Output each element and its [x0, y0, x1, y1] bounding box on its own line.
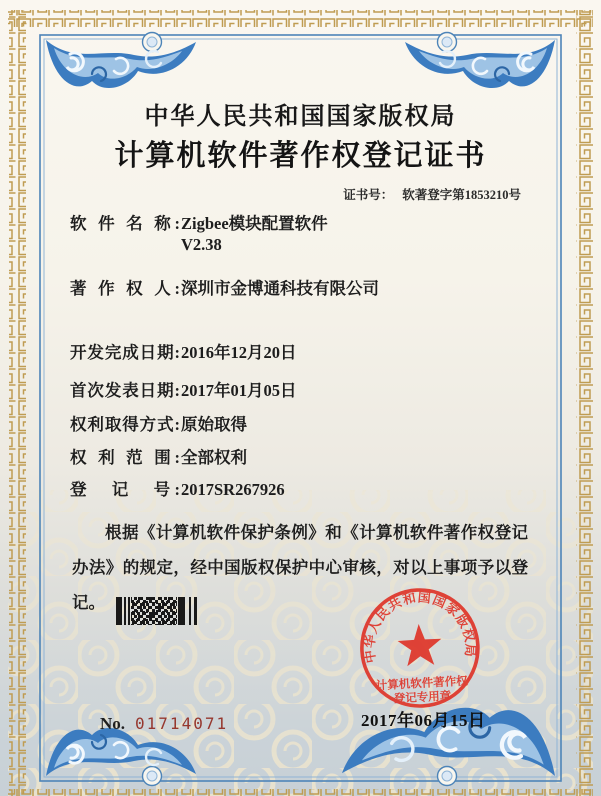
field-copyright-owner	[70, 278, 379, 299]
seal-caption-line2: 登记专用章	[393, 690, 452, 706]
field-label: 软 件 名 称:	[70, 214, 180, 233]
medallion-icon	[438, 33, 457, 52]
field-value: 2017SR267926	[181, 480, 285, 499]
field-rights-acquire-mode	[70, 414, 247, 435]
registration-statement: 根据《计算机软件保护条例》和《计算机软件著作权登记办法》的规定，经中国版权保护中心审核，对以上事项予以登记。	[72, 523, 528, 612]
medallion-icon	[143, 33, 162, 52]
red-star-icon	[397, 623, 443, 667]
certificate-title: 计算机软件著作权登记证书	[114, 140, 487, 172]
barcode	[116, 597, 200, 625]
field-value: 深圳市金博通科技有限公司	[181, 279, 379, 298]
field-value: 2017年01月05日	[181, 381, 297, 400]
field-first-publish-date	[70, 380, 297, 401]
official-seal	[352, 582, 489, 719]
seal-caption-line1: 计算机软件著作权	[375, 675, 469, 693]
field-rights-scope	[70, 447, 247, 468]
field-label: 权利取得方式:	[70, 415, 180, 434]
issuing-authority-title: 中华人民共和国国家版权局	[144, 104, 457, 130]
serial-number-line	[100, 714, 228, 734]
field-label: 首次发表日期:	[70, 381, 180, 400]
certificate-number-label: 证书号：	[343, 188, 394, 202]
certificate-number-line	[343, 185, 521, 203]
certificate-number-value: 软著登字第1853210号	[402, 188, 521, 202]
field-label: 开发完成日期:	[70, 343, 180, 362]
field-software-name	[70, 213, 328, 255]
field-label: 著 作 权 人:	[70, 279, 180, 298]
field-registration-no	[70, 479, 285, 500]
serial-label: No.	[100, 714, 126, 733]
field-dev-complete-date	[70, 342, 297, 363]
field-label: 权 利 范 围:	[70, 448, 180, 467]
field-label: 登 记 号:	[70, 480, 180, 499]
field-value: 原始取得	[181, 415, 247, 434]
issue-date: 2017年06月15日	[361, 711, 486, 730]
field-value: 全部权利	[181, 448, 247, 467]
serial-number: 01714071	[135, 714, 229, 733]
seal-ring-text: 中华人民共和国国家版权局	[361, 589, 479, 665]
corner-ornament-top-right	[405, 40, 555, 88]
field-value: Zigbee模块配置软件 V2.38	[181, 214, 328, 254]
corner-ornament-top-left	[46, 40, 196, 88]
software-version: V2.38	[181, 235, 222, 254]
medallion-icon	[143, 767, 162, 786]
field-value: 2016年12月20日	[181, 343, 297, 362]
medallion-icon	[438, 767, 457, 786]
